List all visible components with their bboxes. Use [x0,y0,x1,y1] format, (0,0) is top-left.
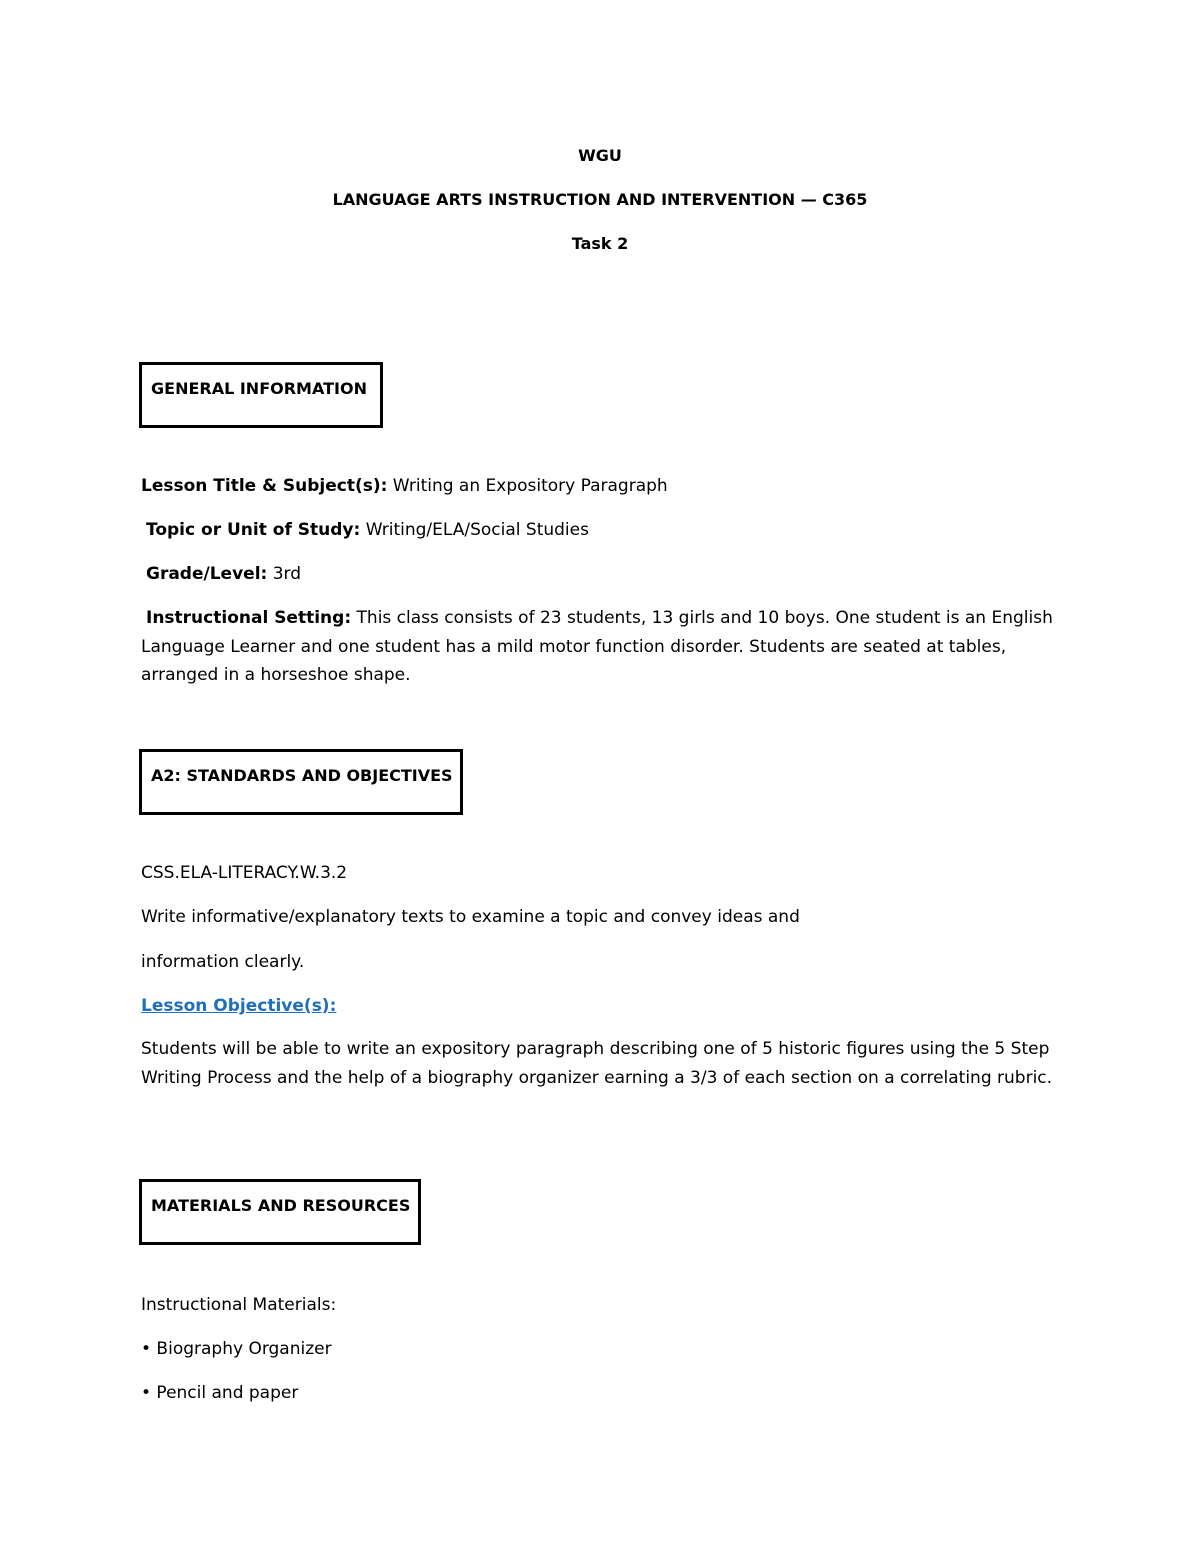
standard-description-line-2: information clearly. [141,952,305,972]
materials-heading: MATERIALS AND RESOURCES [139,1179,421,1245]
lesson-objective-link[interactable]: Lesson Objective(s): [141,996,337,1016]
standard-code: CSS.ELA-LITERACY.W.3.2 [141,863,348,883]
document-course-title: LANGUAGE ARTS INSTRUCTION AND INTERVENTION — C365 [332,190,868,209]
lesson-title-row [141,475,668,497]
material-item: • Pencil and paper [141,1383,299,1403]
instructional-setting-value: This class consists of 23 students, 13 girls and 10 boys. One student is an English Language Learner and one student has a mild motor function disorder. Students are seated at tables, arranged in a horseshoe shape. [141,608,1053,685]
grade-label: Grade/Level: [146,564,268,584]
document-task-label: Task 2 [571,234,629,253]
standards-heading: A2: STANDARDS AND OBJECTIVES [139,749,463,815]
standard-description-line-1: Write informative/explanatory texts to examine a topic and convey ideas and [141,907,800,927]
topic-row [146,519,589,541]
topic-label: Topic or Unit of Study: [146,520,361,540]
lesson-title-value: Writing an Expository Paragraph [387,476,668,496]
instructional-materials-label: Instructional Materials: [141,1295,337,1315]
grade-row [146,563,301,585]
document-org: WGU [578,146,622,165]
material-item: • Biography Organizer [141,1339,332,1359]
lesson-objective-text: Students will be able to write an expository paragraph describing one of 5 historic figures using the 5 Step Writing Process and the help of a biography organizer earning a 3/3 of each section on a correlating rubric. [141,1039,1053,1088]
topic-value: Writing/ELA/Social Studies [360,520,589,540]
lesson-objective-row [141,995,336,1017]
instructional-setting-paragraph [141,604,1061,690]
lesson-title-label: Lesson Title & Subject(s): [141,476,388,496]
instructional-setting-label: Instructional Setting: [146,608,352,628]
grade-value: 3rd [267,564,302,584]
general-information-heading: GENERAL INFORMATION [139,362,383,428]
